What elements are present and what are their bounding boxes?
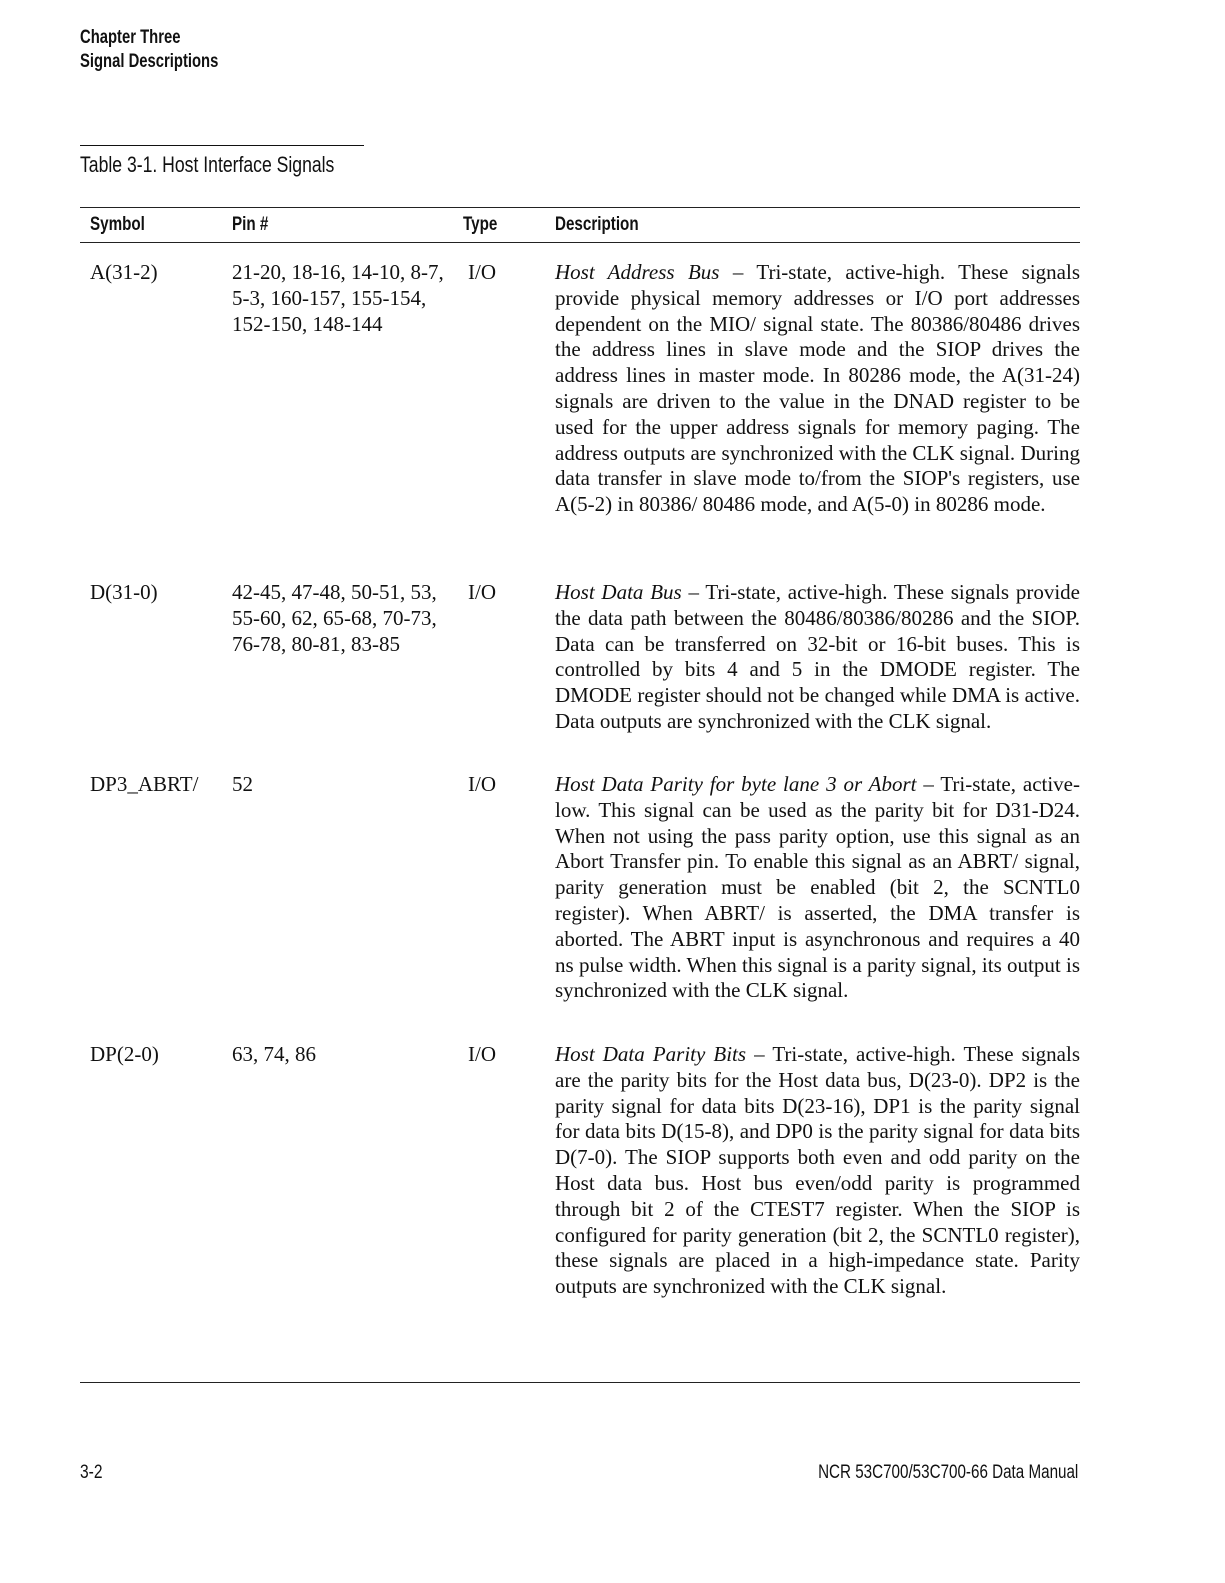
column-header-symbol: Symbol	[90, 214, 145, 235]
column-header-type: Type	[463, 214, 498, 235]
pin-numbers: 42-45, 47-48, 50-51, 53, 55-60, 62, 65-68, 70-73, 76-78, 80-81, 83-85	[232, 580, 437, 656]
signal-description	[555, 1042, 1080, 1300]
description-text: – Tri-state, active-high. These signals are the parity bits for the Host data bus, D(23-0). DP2 is the parity signal for data bits D(23-16), DP1 is the parity signal for data bits D(15-8), and DP0 is the parity signal for data bits D(7-0). The SIOP supports both even and odd parity on the Host data bus. Host bus even/odd parity is programmed through bit 2 of the CTEST7 register. When the SIOP is configured for parity generation (bit 2, the SCNTL0 register), these signals are placed in a high-impedance state. Parity outputs are synchronized with the CLK signal.	[555, 1042, 1080, 1299]
manual-title: NCR 53C700/53C700-66 Data Manual	[817, 1462, 1078, 1483]
table-top-rule	[80, 207, 1080, 208]
signal-description	[555, 580, 1080, 735]
signal-type: I/O	[468, 772, 496, 796]
signal-type: I/O	[468, 1042, 496, 1066]
signal-symbol: A(31-2)	[90, 260, 158, 284]
caption-rule	[80, 145, 364, 146]
signal-symbol: D(31-0)	[90, 580, 158, 604]
pin-numbers: 52	[232, 772, 253, 796]
signal-symbol: DP(2-0)	[90, 1042, 159, 1066]
signal-description	[555, 772, 1080, 1004]
description-term: Host Data Parity Bits	[555, 1042, 747, 1066]
column-header-pin: Pin #	[232, 214, 269, 235]
description-term: Host Address Bus	[555, 260, 720, 284]
signal-type: I/O	[468, 260, 496, 284]
signal-description	[555, 260, 1080, 518]
pin-numbers: 63, 74, 86	[232, 1042, 316, 1066]
chapter-header	[80, 26, 257, 74]
page-number: 3-2	[80, 1462, 103, 1483]
signal-type: I/O	[468, 580, 496, 604]
table-bottom-rule	[80, 1382, 1080, 1383]
pin-numbers: 21-20, 18-16, 14-10, 8-7, 5-3, 160-157, 155-154, 152-150, 148-144	[232, 260, 444, 336]
description-text: – Tri-state, active-low. This signal can be used as the parity bit for D31-D24. When not using the pass parity option, use this signal as an Abort Transfer pin. To enable this signal as an ABRT/ signal, parity generation must be enabled (bit 2, the SCNTL0 register). When ABRT/ is asserted, the DMA transfer is aborted. The ABRT input is asynchronous and requires a 40 ns pulse width. When this signal is a parity signal, its output is synchronized with the CLK signal.	[555, 772, 1080, 1003]
section-title: Signal Descriptions	[80, 51, 219, 72]
description-text: – Tri-state, active-high. These signals provide physical memory addresses or I/O port addresses dependent on the MIO/ signal state. The 80386/80486 drives the address lines in slave mode and the SIOP drives the address lines in master mode. In 80286 mode, the A(31-24) signals are driven to the value in the DNAD register to be used for the upper address signals for memory paging. The address outputs are synchronized with the CLK signal. During data transfer in slave mode to/from the SIOP's registers, use A(5-2) in 80386/ 80486 mode, and A(5-0) in 80286 mode.	[555, 260, 1080, 517]
description-term: Host Data Parity for byte lane 3 or Abort	[555, 772, 917, 796]
signal-symbol: DP3_ABRT/	[90, 772, 199, 796]
column-header-description: Description	[555, 214, 639, 235]
description-term: Host Data Bus	[555, 580, 682, 604]
chapter-title: Chapter Three	[80, 27, 181, 48]
description-text: – Tri-state, active-high. These signals provide the data path between the 80486/80386/80286 and the SIOP. Data can be transferred on 32-bit or 16-bit buses. This is controlled by bits 4 and 5 in the DMODE register. The DMODE register should not be changed while DMA is active. Data outputs are synchronized with the CLK signal.	[555, 580, 1080, 733]
table-caption: Table 3-1. Host Interface Signals	[80, 152, 335, 177]
table-header-row	[80, 212, 1080, 242]
table-header-rule	[80, 242, 1080, 243]
